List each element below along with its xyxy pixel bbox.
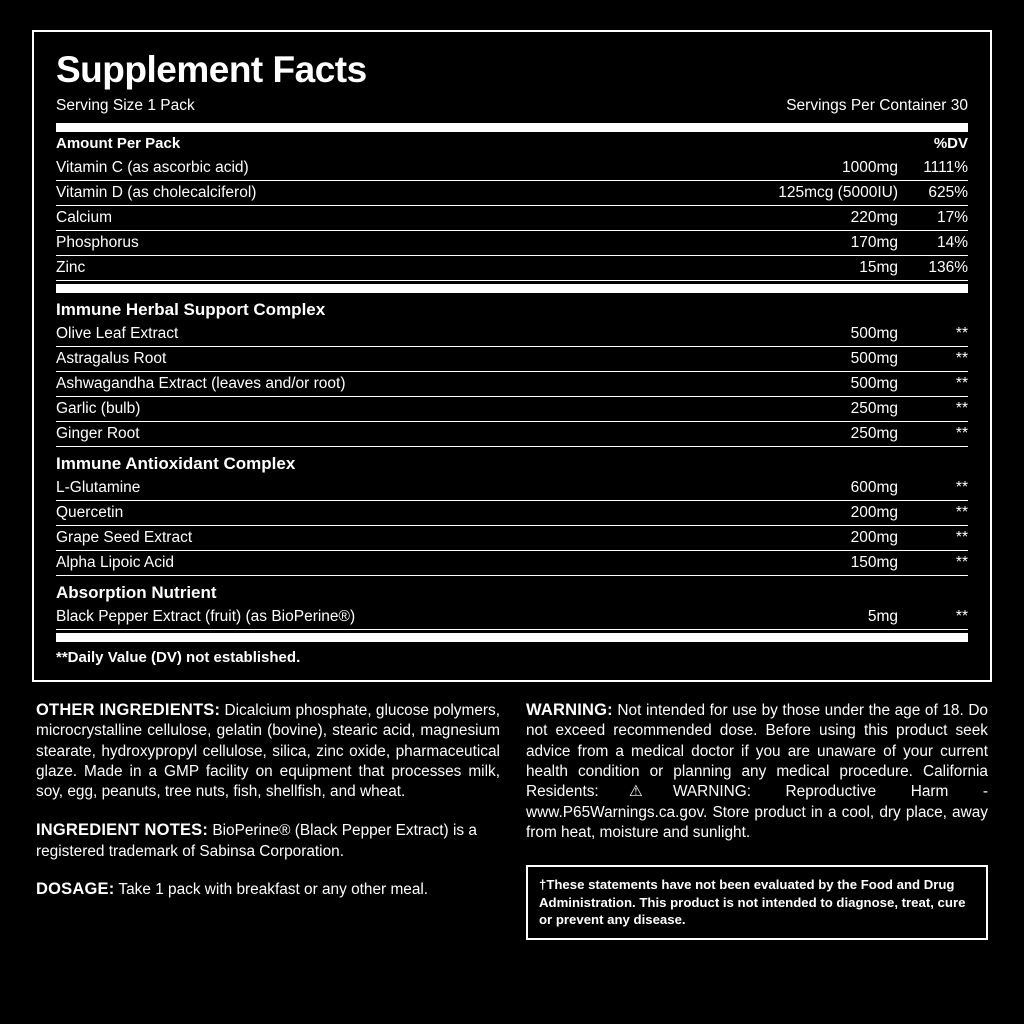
nutrient-row	[56, 322, 968, 347]
nutrient-row	[56, 230, 968, 255]
divider-thick	[56, 633, 968, 642]
nutrient-name: Calcium	[56, 205, 657, 230]
section-divider-bar	[56, 629, 968, 642]
nutrient-name: Black Pepper Extract (fruit) (as BioPerine®)	[56, 605, 657, 630]
nutrient-amount	[657, 446, 898, 476]
nutrient-amount: 150mg	[657, 550, 898, 575]
nutrient-daily-value: **	[898, 421, 968, 446]
nutrient-name: Grape Seed Extract	[56, 525, 657, 550]
section-divider-bar	[56, 280, 968, 293]
amount-per-pack-header: Amount Per Pack	[56, 134, 181, 152]
amount-column-spacer	[657, 132, 898, 156]
servings-per-container: Servings Per Container 30	[786, 96, 968, 114]
nutrient-daily-value: **	[898, 476, 968, 501]
nutrient-amount: 500mg	[657, 371, 898, 396]
dosage-label: DOSAGE:	[36, 879, 115, 898]
nutrient-name: Astragalus Root	[56, 346, 657, 371]
supplement-facts-panel	[32, 30, 992, 682]
nutrient-daily-value	[898, 293, 968, 322]
nutrient-row	[56, 550, 968, 575]
nutrient-row	[56, 255, 968, 280]
divider-thick	[56, 284, 968, 293]
page-title: Supplement Facts	[56, 49, 367, 90]
lower-text-area	[30, 700, 994, 940]
nutrient-name: Olive Leaf Extract	[56, 322, 657, 347]
nutrient-daily-value	[898, 446, 968, 476]
nutrient-row	[56, 421, 968, 446]
nutrient-row	[56, 525, 968, 550]
dv-header: %DV	[933, 134, 968, 152]
nutrient-daily-value	[898, 575, 968, 605]
nutrient-daily-value: **	[898, 396, 968, 421]
other-ingredients-text: Dicalcium phosphate, glucose polymers, microcrystalline cellulose, gelatin (bovine), stearic acid, magnesium stearate, hydroxypropyl cellulose, silica, zinc oxide, pharmaceutical glaze. Made in a GMP facility on equipment that processes milk, soy, egg, peanuts, tree nuts, fish, shellfish, and wheat.	[36, 701, 500, 801]
nutrient-amount: 500mg	[657, 346, 898, 371]
nutrient-row	[56, 605, 968, 630]
nutrient-daily-value: 1111%	[898, 156, 968, 181]
nutrient-daily-value: **	[898, 500, 968, 525]
nutrient-group-heading-row	[56, 293, 968, 322]
ingredient-notes-text: BioPerine® (Black Pepper Extract) is a registered trademark of Sabinsa Corporation.	[36, 821, 477, 860]
nutrient-amount: 200mg	[657, 500, 898, 525]
nutrient-daily-value: 625%	[898, 180, 968, 205]
warning-paragraph	[526, 700, 988, 844]
nutrient-row	[56, 180, 968, 205]
warning-text: Not intended for use by those under the age of 18. Do not exceed recommended dose. Before using this product seek advice from a medical doctor if you are unaware of your current health condition or planning any medical procedure. California Residents:⚠WARNING: Reproductive Harm - www.P65Warnings.ca.gov. Store product in a cool, dry place, away from heat, moisture and sunlight.	[525, 701, 988, 842]
other-ingredients-label: OTHER INGREDIENTS:	[36, 700, 221, 719]
fda-disclaimer-box	[526, 865, 988, 939]
daily-value-footnote: **Daily Value (DV) not established.	[56, 648, 301, 666]
nutrient-name: Immune Herbal Support Complex	[56, 299, 326, 319]
nutrient-amount	[657, 575, 898, 605]
nutrient-amount: 600mg	[657, 476, 898, 501]
nutrient-name: Vitamin C (as ascorbic acid)	[56, 156, 657, 181]
nutrient-name: Vitamin D (as cholecalciferol)	[56, 180, 657, 205]
nutrient-daily-value: **	[898, 346, 968, 371]
nutrient-amount: 200mg	[657, 525, 898, 550]
nutrient-amount: 5mg	[657, 605, 898, 630]
nutrient-name: Alpha Lipoic Acid	[56, 550, 657, 575]
nutrient-name: Ashwagandha Extract (leaves and/or root)	[56, 371, 657, 396]
nutrient-name: Garlic (bulb)	[56, 396, 657, 421]
nutrient-group-heading-row	[56, 575, 968, 605]
nutrient-daily-value: **	[898, 605, 968, 630]
nutrient-daily-value: 17%	[898, 205, 968, 230]
nutrient-amount: 1000mg	[657, 156, 898, 181]
nutrient-daily-value: 14%	[898, 230, 968, 255]
nutrient-daily-value: **	[898, 371, 968, 396]
serving-size: Serving Size 1 Pack	[56, 96, 195, 114]
nutrient-row	[56, 346, 968, 371]
fda-disclaimer-text: †These statements have not been evaluated by the Food and Drug Administration. This product is not intended to diagnose, treat, cure or prevent any disease.	[538, 877, 966, 927]
nutrient-daily-value: **	[898, 525, 968, 550]
ingredient-notes-label: INGREDIENT NOTES:	[36, 820, 209, 839]
nutrition-table-header-row	[56, 132, 968, 156]
nutrient-group-heading-row	[56, 446, 968, 476]
nutrient-row	[56, 500, 968, 525]
nutrient-row	[56, 371, 968, 396]
nutrient-amount	[657, 293, 898, 322]
nutrient-name: L-Glutamine	[56, 476, 657, 501]
nutrient-name: Zinc	[56, 255, 657, 280]
nutrition-table-body	[56, 132, 968, 642]
nutrient-row	[56, 396, 968, 421]
serving-info-row	[56, 97, 968, 121]
nutrient-name: Immune Antioxidant Complex	[56, 453, 296, 473]
dosage-text: Take 1 pack with breakfast or any other meal.	[114, 880, 429, 898]
nutrient-row	[56, 205, 968, 230]
nutrient-amount: 500mg	[657, 322, 898, 347]
nutrient-name: Quercetin	[56, 500, 657, 525]
left-text-column	[36, 700, 500, 940]
nutrition-table	[56, 132, 968, 642]
nutrient-name: Phosphorus	[56, 230, 657, 255]
nutrient-amount: 220mg	[657, 205, 898, 230]
right-text-column	[526, 700, 988, 940]
nutrient-name: Ginger Root	[56, 421, 657, 446]
nutrient-name: Absorption Nutrient	[56, 582, 217, 602]
nutrient-daily-value: 136%	[898, 255, 968, 280]
divider-thick-top	[56, 123, 968, 132]
nutrient-daily-value: **	[898, 550, 968, 575]
other-ingredients-paragraph	[36, 700, 500, 803]
nutrient-row	[56, 476, 968, 501]
ingredient-notes-paragraph	[36, 820, 500, 862]
nutrient-row	[56, 156, 968, 181]
nutrient-amount: 250mg	[657, 396, 898, 421]
dosage-paragraph	[36, 879, 500, 901]
nutrient-daily-value: **	[898, 322, 968, 347]
nutrient-amount: 250mg	[657, 421, 898, 446]
warning-label: WARNING:	[525, 700, 613, 719]
nutrient-amount: 125mcg (5000IU)	[657, 180, 898, 205]
nutrient-amount: 170mg	[657, 230, 898, 255]
nutrient-amount: 15mg	[657, 255, 898, 280]
